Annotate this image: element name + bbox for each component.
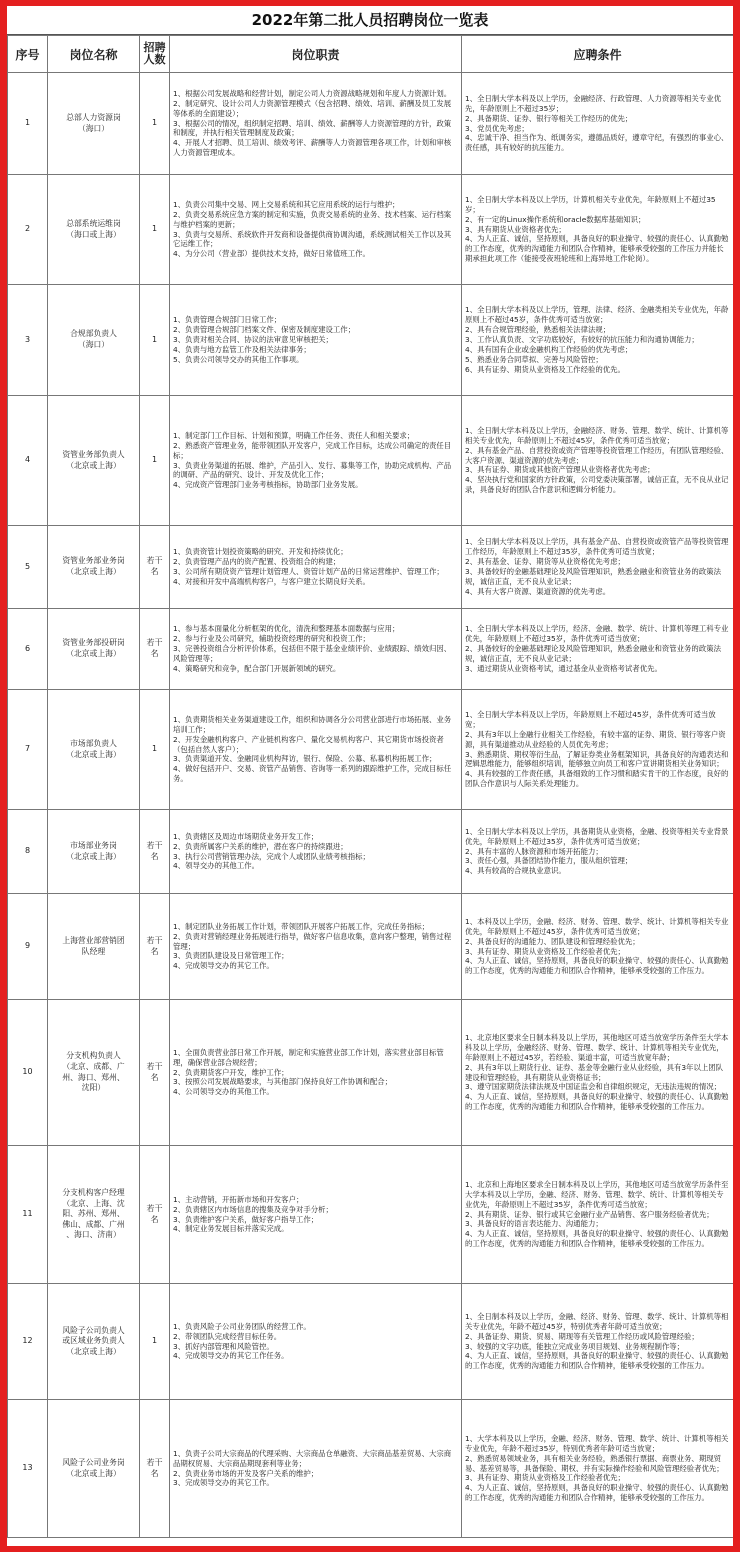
position-name-line: （北京、成都、广 (62, 1061, 125, 1071)
document-page (7, 6, 733, 1546)
job-requirements-line: 1、全日制大学本科及以上学历，金融经济、财务、管理、数学、统计、计算机等相关专业优先，年龄原则上不超过45岁，条件优秀可适当放宽； (465, 425, 729, 445)
position-name (48, 526, 140, 609)
position-name (48, 73, 140, 175)
position-name-line: 沈阳） (81, 1083, 106, 1093)
job-requirements-line: 2、具有3年以上金融行业相关工作经验，有较丰富的证券、期货、银行等客户资源，具有渠道推动从业经验的人员优先考虑； (465, 729, 726, 749)
position-name-line: （北京、上海、沈 (62, 1198, 125, 1208)
position-name (48, 609, 140, 690)
job-duties-line: 4、领导交办的其他工作。 (173, 861, 260, 871)
position-name-line: （北京或上海） (66, 567, 121, 576)
job-requirements-line: 3、通过期货从业资格考试，通过基金从业资格考试者优先。 (465, 663, 662, 673)
row-number: 10 (8, 1000, 48, 1146)
job-duties (170, 396, 462, 526)
position-name-line: 分支机构负责人 (66, 1051, 121, 1061)
job-requirements (462, 810, 734, 894)
position-name-line: 佛山、成都、广州 (62, 1219, 125, 1229)
job-duties (170, 690, 462, 810)
job-requirements (462, 175, 734, 285)
job-duties (170, 894, 462, 1000)
position-name-line: 风险子公司负责人 (62, 1325, 125, 1335)
position-name-line: （北京或上海） (66, 460, 121, 470)
job-requirements-line: 4、忠诚干净、担当作为、纸调务实，遵德品质好，遵章守纪，有强烈的事业心、责任感，具有较好的抗压能力。 (465, 133, 729, 153)
position-name (48, 894, 140, 1000)
job-requirements-line: 1、全日制大学本科及以上学历，具备期货从业资格，金融、投资等相关专业背景优先，年龄原则上不超过35岁，条件优秀可适当放宽； (465, 826, 729, 846)
job-requirements-line: 2、具有期货、证券、银行或其它金融行业产品销售、客户服务经验者优先； (465, 1209, 714, 1219)
job-duties-line: 4、完成领导交办的其它工作。 (173, 961, 274, 971)
table-row (8, 396, 734, 526)
job-duties-line: 3、负责渠道开发、金融同业机构拜访，银行、保险、公募、私募机构拓展工作； (173, 754, 437, 764)
position-name (48, 396, 140, 526)
row-number: 9 (8, 894, 48, 1000)
job-duties-line: 3、按照公司发展战略要求，与其他部门保持良好工作协调和配合； (173, 1077, 393, 1087)
job-duties-line: 2、负责管理产品内的资产配置、投资组合的构建； (173, 557, 341, 567)
job-requirements-line: 3、工作认真负责、文字功底较好，有较好的抗压能力和沟通协调能力； (465, 335, 699, 345)
job-requirements-line: 2、熟悉贸易领域业务，具有相关业务经验，熟悉银行票据、商票业务、期现贸易、基差贸易等，具备保险、期权、并有实际操作经验和风险管理经验者优先； (465, 1453, 724, 1473)
job-duties-line: 4、制定业务发展目标并落实完成。 (173, 1224, 289, 1234)
table-row (8, 690, 734, 810)
table-row (8, 526, 734, 609)
job-duties-line: 3、负责与交易所、系统软件开发商和设备提供商协调沟通，系统测试相关工作以及其它运维工作； (173, 229, 452, 249)
job-duties-line: 2、参与行业及公司研究，辅助投资经理的研究和投资工作； (173, 634, 370, 644)
header-row (8, 36, 734, 73)
job-requirements-line: 2、具备良好的沟通能力、团队建设和管理经验优先； (465, 936, 640, 946)
job-duties-line: 1、制定团队业务拓展工作计划，带领团队开展客户拓展工作，完成任务指标； (173, 921, 429, 931)
table-row (8, 1284, 734, 1400)
job-requirements-line: 1、全日制大学本科及以上学历，金融经济、行政管理、人力资源等相关专业优先，年龄原则上不超过35岁； (465, 93, 721, 113)
position-name (48, 1146, 140, 1284)
job-duties-line: 2、负责管理合规部门档案文件、保密及制度建设工作； (173, 325, 356, 335)
row-number: 5 (8, 526, 48, 609)
headcount: 1 (140, 690, 170, 810)
job-duties (170, 1000, 462, 1146)
job-duties-line: 2、负责所属客户关系的维护，潜在客户的持续跟进； (173, 841, 348, 851)
job-requirements (462, 1400, 734, 1538)
job-requirements-line: 1、全日制大学本科及以上学历，管理、法律、经济、金融类相关专业优先，年龄原则上不超过45岁，条件优秀可适当放宽； (465, 305, 729, 325)
table-row (8, 73, 734, 175)
position-name-line: （北京或上海） (66, 749, 121, 759)
position-name (48, 810, 140, 894)
job-requirements-line: 2、具备证券、期货、贸易、期现等有关管理工作经历或风险管理经验； (465, 1331, 699, 1341)
job-duties-line: 1、负责风险子公司业务团队的经营工作。 (173, 1321, 311, 1331)
job-duties-line: 4、做好包括开户、交易、资管产品销售、咨询等一系列的跟踪维护工作，完成目标任务。 (173, 764, 452, 784)
job-requirements-line: 4、为人正直、诚信，坚持原则，具备良好的职业操守、较强的责任心、认真勤勉的工作态度，优秀的沟通能力和团队合作精神，能够承受较强的工作压力。 (465, 1092, 729, 1112)
position-name (48, 1284, 140, 1400)
table-row (8, 1000, 734, 1146)
headcount: 1 (140, 73, 170, 175)
job-requirements-line: 1、全日制大学本科及以上学历，经济、金融、数学、统计、计算机等理工科专业优先，年龄原则上不超过35岁，条件优秀可适当放宽； (465, 624, 729, 644)
job-duties-line: 4、对接和开发中高端机构客户，与客户建立长期良好关系。 (173, 576, 370, 586)
position-name-line: （北京或上海） (66, 649, 121, 658)
job-duties-line: 1、负责资管计划投资策略的研究、开发和持续优化； (173, 547, 348, 557)
job-requirements-line: 4、为人正直、诚信，坚持原则，具备良好的职业操守、较强的责任心、认真勤勉的工作态度，优秀的沟通能力和团队合作精神，能够承受较强的工作压力。 (465, 1351, 729, 1371)
table-row (8, 894, 734, 1000)
job-duties-line: 2、负责对营销经理业务拓展进行指导，做好客户信息收集，意向客户整理，销售过程管理； (173, 931, 452, 951)
headcount: 若干名 (140, 609, 170, 690)
row-number: 8 (8, 810, 48, 894)
job-requirements (462, 609, 734, 690)
headcount: 1 (140, 285, 170, 396)
job-requirements-line: 1、大学本科及以上学历，金融、经济、财务、管理、数学、统计、计算机等相关专业优先，年龄不超过35岁，特别优秀者年龄可适当放宽； (465, 1433, 729, 1453)
position-name-line: （海口） (77, 340, 110, 349)
job-duties-line: 1、根据公司发展战略和经营计划，制定公司人力资源战略规划和年度人力资源计划。 (173, 88, 452, 98)
job-duties-line: 1、参与基本面量化分析框架的优化，清洗和整理基本面数据与应用； (173, 624, 400, 634)
job-duties-line: 3、完善投资组合分析评价体系，包括但不限于基金业绩评价、业绩跟踪、绩效归因、风险管理等； (173, 644, 452, 663)
position-name-line: 总部人力资源岗 (66, 112, 121, 122)
headcount: 若干名 (140, 810, 170, 894)
job-requirements-line: 2、具备期货、证券、银行等相关工作经历的优先； (465, 113, 633, 123)
position-name-line: 市场部业务岗 (70, 840, 117, 850)
position-name-line: 资管业务部投研岗 (62, 638, 125, 648)
position-name-line: （海口或上海） (66, 229, 121, 239)
job-requirements-line: 4、为人正直、诚信，坚持原则，具备良好的职业操守、较强的责任心、认真勤勉的工作态度，优秀的沟通能力和团队合作精神，能够承受较强的工作压力。 (465, 1229, 729, 1249)
headcount: 1 (140, 1284, 170, 1400)
position-name-line: 队经理 (81, 946, 106, 956)
header-count: 招聘人数 (140, 36, 170, 73)
job-requirements-line: 4、具有大客户资源、渠道资源的优先考虑。 (465, 586, 611, 596)
position-name-line: 合规部负责人 (70, 329, 117, 339)
job-duties-line: 1、全面负责营业部日常工作开展，制定和实施营业部工作计划，落实营业部目标管理，确保营业部合规经营； (173, 1047, 444, 1067)
job-requirements (462, 285, 734, 396)
headcount: 若干名 (140, 1146, 170, 1284)
position-name-line: （海口） (77, 123, 110, 133)
position-name-line: （北京或上海） (66, 1468, 121, 1478)
job-requirements-line: 1、全日制大学本科及以上学历，具有基金产品、自营投资或资管产品等投资管理工作经历，年龄原则上不超过35岁，条件优秀可适当放宽； (465, 537, 729, 557)
job-duties-line: 3、根据公司的情况，组织制定招聘、培训、绩效、薪酬等人力资源管理的方针，政策和制度，并执行相关管理制度及政策； (173, 118, 452, 138)
job-duties (170, 73, 462, 175)
job-requirements-line: 3、责任心强，具备团结协作能力，服从组织管理； (465, 856, 633, 866)
job-requirements-line: 3、熟悉期货、期权等衍生品，了解证券类业务框架知识，具备良好的沟通表达和逻辑思维能力，能够组织培训，能够独立向员工和客户宣讲期货相关业务知识； (465, 749, 729, 769)
job-duties-line: 4、策略研究和竞争，配合部门开展新领域的研究。 (173, 663, 341, 673)
job-requirements-line: 4、为人正直、诚信，坚持原则，具备良好的职业操守、较强的责任心、认真勤勉的工作态度，优秀的沟通能力和团队合作精神，能够承受较强的工作压力。 (465, 1483, 729, 1503)
job-requirements-line: 1、全日制大学本科及以上学历，计算机相关专业优先，年龄原则上不超过35岁； (465, 194, 716, 214)
job-requirements-line: 4、具有国有企业或金融机构工作经验的优先考虑； (465, 344, 633, 354)
job-duties (170, 609, 462, 690)
position-name (48, 690, 140, 810)
job-requirements (462, 1000, 734, 1146)
position-name (48, 285, 140, 396)
job-duties (170, 1284, 462, 1400)
job-requirements-line: 1、全日制大学本科及以上学历，年龄原则上不超过45岁，条件优秀可适当放宽； (465, 709, 716, 729)
header-no: 序号 (8, 36, 48, 73)
row-number: 1 (8, 73, 48, 175)
job-requirements (462, 1284, 734, 1400)
header-requirements: 应聘条件 (462, 36, 734, 73)
headcount: 若干名 (140, 1400, 170, 1538)
job-requirements (462, 690, 734, 810)
position-name (48, 1400, 140, 1538)
position-name-line: 市场部负责人 (70, 738, 117, 748)
job-duties-line: 2、带领团队完成经营目标任务。 (173, 1331, 282, 1341)
job-duties-line: 4、为分公司（营业部）提供技术支持，做好日常值班工作。 (173, 249, 370, 259)
job-duties-line: 2、负责期货客户开发，维护工作； (173, 1067, 289, 1077)
job-duties-line: 3、负责对相关合同、协议的法审意见审核把关； (173, 335, 333, 345)
job-requirements-line: 2、具有基金产品、自营投资或资产管理等投资管理工作经历，有团队管理经验、大客户资源、渠道资源的优先考虑； (465, 445, 729, 465)
job-requirements-line: 6、具有证券、期货从业资格及工作经验的优先。 (465, 364, 625, 374)
table-row (8, 810, 734, 894)
job-requirements-line: 3、具备较好的金融基础理论及风险管理知识，熟悉金融业和资管业务的政策法规，诚信正直，无不良从业记录； (465, 567, 721, 586)
row-number: 2 (8, 175, 48, 285)
job-duties-line: 3、负责业务渠道的拓展、维护，产品引入、发行、募集等工作，协助完成机构、产品的调研、产品的研究、设计、开发及优化工作； (173, 460, 452, 480)
job-requirements-line: 1、全日制本科及以上学历，金融、经济、财务、管理、数学、统计、计算机等相关专业优先，年龄不超过45岁，特别优秀者年龄可适当放宽； (465, 1311, 729, 1331)
position-name-line: 、海口、济南） (66, 1230, 121, 1240)
position-name (48, 1000, 140, 1146)
job-requirements-line: 3、具有证券、期货或其他资产管理从业资格者优先考虑； (465, 465, 655, 475)
job-duties-line: 2、负责辖区内市场信息的搜集及竞争对手分析； (173, 1204, 333, 1214)
table-row (8, 285, 734, 396)
job-duties-line: 4、负责与地方监管工作及相关法律事务； (173, 344, 311, 354)
position-name-line: 或区域业务负责人 (62, 1336, 125, 1346)
job-requirements-line: 3、具有期货从业资格者优先； (465, 224, 566, 234)
job-requirements-line: 3、较强的文字功底，能独立完成业务项目规划、业务规程制作等； (465, 1341, 685, 1351)
job-requirements (462, 73, 734, 175)
job-requirements-line: 3、具有证券、期货从业资格及工作经验者优先； (465, 946, 625, 956)
job-requirements-line: 3、具备良好的语言表达能力、沟通能力； (465, 1219, 603, 1229)
job-requirements-line: 5、熟悉业务合同草拟、完善与风险管控； (465, 354, 603, 364)
position-name-line: 风险子公司业务岗 (62, 1457, 125, 1467)
job-duties-line: 1、负责期货相关业务渠道建设工作，组织和协调各分公司营业部进行市场拓展、业务培训工作； (173, 714, 452, 734)
position-name-line: 州、海口、郑州、 (62, 1072, 125, 1082)
recruitment-table (7, 35, 733, 1538)
job-duties-line: 3、公司所有期货资产管理计划管理人、资管计划产品的日常运营维护、管理工作； (173, 567, 444, 576)
job-duties-line: 1、负责管理合规部门日常工作； (173, 315, 282, 325)
job-requirements-line: 2、具有基金、证券、期货等从业资格优先考虑； (465, 557, 625, 567)
row-number: 11 (8, 1146, 48, 1284)
job-requirements-line: 2、有一定的Linux操作系统和oracle数据库基础知识； (465, 214, 646, 224)
job-duties-line: 1、主动营销，开拓新市场和开发客户； (173, 1194, 304, 1204)
table-row (8, 175, 734, 285)
job-requirements-line: 4、具有较强的工作责任感，具备细致的工作习惯和踏实肯干的工作态度，良好的团队合作意识与人际关系处理能力。 (465, 769, 729, 789)
row-number: 4 (8, 396, 48, 526)
job-requirements-line: 2、具有丰富的人脉资源和市场开拓能力； (465, 846, 603, 856)
headcount: 1 (140, 396, 170, 526)
job-requirements-line: 4、为人正直、诚信，坚持原则，具备良好的职业操守、较强的责任心、认真勤勉的工作态度，优秀的沟通能力和团队合作精神，能够承受较强的工作压力并能长期承担此项工作（能接受夜班轮班和上海异地工作轮岗）。 (465, 234, 729, 264)
position-name-line: 总部系统运维岗 (66, 218, 121, 228)
position-name-line: 资管业务部负责人 (62, 449, 125, 459)
job-requirements-line: 2、具备较好的金融基础理论及风险管理知识，熟悉金融业和资管业务的政策法规，诚信正直，无不良从业记录； (465, 644, 721, 663)
position-name-line: （北京或上海） (66, 1346, 121, 1356)
job-duties-line: 1、负责子公司大宗商品的代理采购、大宗商品仓单融资、大宗商品基差贸易、大宗商品期权贸易、大宗商品期现套利等业务； (173, 1448, 452, 1468)
job-requirements (462, 894, 734, 1000)
header-duties: 岗位职责 (170, 36, 462, 73)
table-row (8, 1400, 734, 1538)
position-name-line: 上海营业部营销团 (62, 935, 125, 945)
job-requirements-line: 3、具有证券、期货从业资格及工作经验者优先； (465, 1473, 625, 1483)
job-requirements-line: 4、坚决执行党和国家的方针政策，公司党委决策部署，诚信正直，无不良从业记录，具备良好的团队合作意识和逻辑分析能力。 (465, 475, 729, 495)
header-position: 岗位名称 (48, 36, 140, 73)
table-row (8, 1146, 734, 1284)
job-requirements-line: 2、具有合规管理经验，熟悉相关法律法规； (465, 325, 611, 335)
headcount: 1 (140, 175, 170, 285)
headcount: 若干名 (140, 526, 170, 609)
job-duties (170, 526, 462, 609)
job-duties (170, 285, 462, 396)
position-name-line: （北京或上海） (66, 851, 121, 861)
job-duties-line: 4、开展人才招聘、员工培训、绩效考评、薪酬等人力资源管理各项工作，计划和审核人力资源管理成本。 (173, 138, 452, 158)
job-duties-line: 3、负责维护客户关系，做好客户指导工作； (173, 1214, 319, 1224)
job-duties-line: 4、完成领导交办的其它工作任务。 (173, 1351, 289, 1361)
job-duties-line: 3、完成领导交办的其它工作。 (173, 1478, 274, 1488)
job-requirements (462, 396, 734, 526)
job-requirements-line: 4、具有较高的合规执业意识。 (465, 866, 566, 876)
job-duties (170, 1400, 462, 1538)
job-duties-line: 1、负责辖区及周边市场期货业务开发工作； (173, 831, 319, 841)
row-number: 12 (8, 1284, 48, 1400)
row-number: 7 (8, 690, 48, 810)
table-row (8, 609, 734, 690)
job-duties (170, 175, 462, 285)
table-title: 2022年第二批人员招聘岗位一览表 (7, 6, 733, 35)
job-duties-line: 1、负责公司集中交易、网上交易系统和其它应用系统的运行与维护； (173, 199, 400, 209)
job-duties-line: 2、熟悉资产管理业务，能带领团队开发客户，完成工作目标，达成公司确定的责任目标； (173, 440, 452, 460)
row-number: 13 (8, 1400, 48, 1538)
headcount: 若干名 (140, 894, 170, 1000)
job-duties-line: 2、制定研究、设计公司人力资源管理模式（包含招聘、绩效、培训、薪酬及员工发展等体系的全面建设）； (173, 98, 452, 118)
position-name-line: 阳、苏州、郑州、 (62, 1209, 125, 1219)
job-requirements-line: 1、北京地区要求全日制本科及以上学历，其他地区可适当放宽学历条件至大学本科及以上学历，金融经济、财务、管理、数学、统计、计算机等相关专业优先，年龄原则上不超过45岁，若经验、渠道丰富，可适当放宽年龄； (465, 1032, 729, 1062)
row-number: 3 (8, 285, 48, 396)
job-duties (170, 1146, 462, 1284)
job-duties-line: 3、执行公司营销管理办法，完成个人或团队业绩考核指标； (173, 851, 370, 861)
job-duties-line: 2、开发金融机构客户、产业链机构客户、量化交易机构客户、其它期货市场投资者（包括自然人客户）； (173, 734, 444, 754)
job-duties-line: 3、抓好内部管理和风险管控。 (173, 1341, 274, 1351)
job-duties-line: 1、制定部门工作目标、计划和预算，明确工作任务、责任人和相关要求； (173, 430, 415, 440)
position-name-line: 分支机构客户经理 (62, 1188, 125, 1198)
job-duties-line: 5、负责公司领导交办的其他工作事项。 (173, 354, 304, 364)
job-duties-line: 4、公司领导交办的其他工作。 (173, 1087, 274, 1097)
headcount: 若干名 (140, 1000, 170, 1146)
job-requirements (462, 526, 734, 609)
job-requirements-line: 2、具有3年以上期货行业、证券、基金等金融行业从业经验，具有3年以上团队建设和管理经验，具有期货从业资格证书； (465, 1062, 724, 1082)
job-requirements-line: 3、遵守国家期货法律法规及中国证监会和自律组织规定，无违法违规的情况； (465, 1082, 721, 1092)
job-duties-line: 2、负责业务市场的开发及客户关系的维护； (173, 1468, 319, 1478)
job-requirements-line: 3、党员优先考虑； (465, 123, 529, 133)
job-duties-line: 4、完成资产管理部门业务考核指标，协助部门业务发展。 (173, 480, 363, 490)
job-duties (170, 810, 462, 894)
position-name (48, 175, 140, 285)
job-duties-line: 3、负责团队建设及日常管理工作； (173, 951, 289, 961)
job-requirements-line: 1、北京和上海地区要求全日制本科及以上学历，其他地区可适当放宽学历条件至大学本科及以上学历，金融、经济、财务、管理、数学、统计、计算机等相关专业优先，年龄原则上不超过35岁，条件优秀可适当放宽； (465, 1179, 729, 1209)
row-number: 6 (8, 609, 48, 690)
job-duties-line: 2、负责交易系统应急方案的制定和实施，负责交易系统的业务、技术档案、运行档案与维护档案的更新； (173, 209, 452, 229)
job-requirements-line: 1、本科及以上学历，金融、经济、财务、管理、数学、统计、计算机等相关专业优先，年龄原则上不超过45岁，条件优秀可适当放宽； (465, 916, 729, 936)
job-requirements (462, 1146, 734, 1284)
job-requirements-line: 4、为人正直、诚信，坚持原则，具备良好的职业操守、较强的责任心、认真勤勉的工作态度，优秀的沟通能力和团队合作精神，能够承受较强的工作压力。 (465, 956, 729, 976)
position-name-line: 资管业务部业务岗 (62, 556, 125, 566)
